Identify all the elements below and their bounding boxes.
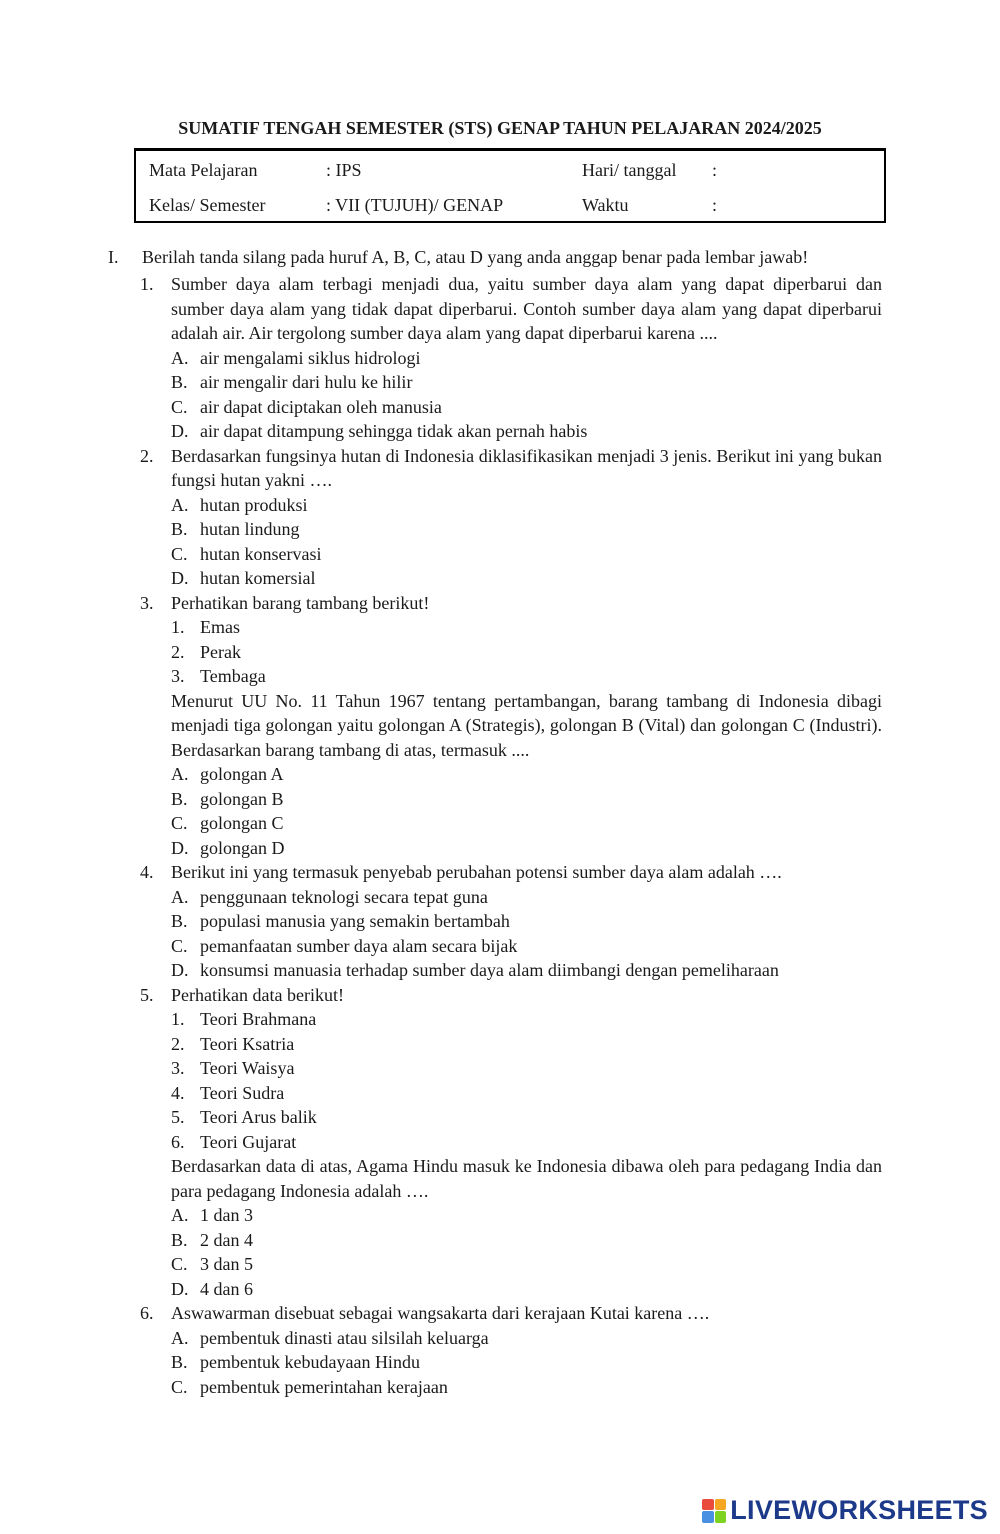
question-number: 1. xyxy=(140,274,154,294)
question-number: 4. xyxy=(140,862,154,882)
option-text: hutan lindung xyxy=(200,519,300,539)
answer-option-b[interactable] xyxy=(171,1228,882,1253)
list-item-text: Tembaga xyxy=(200,666,266,686)
option-text: hutan komersial xyxy=(200,568,316,588)
option-letter: B. xyxy=(171,1352,188,1372)
option-text: konsumsi manuasia terhadap sumber daya alam diimbangi dengan pemeliharaan xyxy=(200,960,779,980)
option-text: 1 dan 3 xyxy=(200,1205,253,1225)
option-text: air dapat diciptakan oleh manusia xyxy=(200,396,442,417)
answer-option-b[interactable] xyxy=(171,517,882,542)
class-value: : VII (TUJUH)/ GENAP xyxy=(326,195,504,215)
list-item-number: 3. xyxy=(171,666,185,686)
question-4 xyxy=(140,860,882,983)
question-context-text: Berdasarkan data di atas, Agama Hindu masuk ke Indonesia dibawa oleh para pedagang India dan para pedagang Indonesia adalah …. xyxy=(171,1156,882,1201)
subject-value: : IPS xyxy=(326,160,362,180)
question-list-item xyxy=(171,1105,882,1130)
logo-square xyxy=(702,1499,714,1511)
option-text: populasi manusia yang semakin bertambah xyxy=(200,911,510,931)
question-2 xyxy=(140,444,882,591)
option-letter: C. xyxy=(171,396,188,417)
answer-option-c[interactable] xyxy=(171,542,882,567)
section-instruction-text: Berilah tanda silang pada huruf A, B, C, atau D yang anda anggap benar pada lembar jawab! xyxy=(142,247,809,267)
option-text: 4 dan 6 xyxy=(200,1278,253,1299)
option-text: air mengalir dari hulu ke hilir xyxy=(200,372,413,392)
question-text: Berikut ini yang termasuk penyebab perubahan potensi sumber daya alam adalah …. xyxy=(171,862,782,882)
question-list-item xyxy=(171,640,882,665)
option-text: air dapat ditampung sehingga tidak akan pernah habis xyxy=(200,421,588,441)
option-letter: C. xyxy=(171,813,188,833)
liveworksheets-logo-icon xyxy=(702,1499,726,1523)
answer-option-c[interactable] xyxy=(171,395,882,420)
question-list-item xyxy=(171,664,882,689)
list-item-number: 6. xyxy=(171,1131,185,1152)
option-text: hutan produksi xyxy=(200,494,308,515)
option-letter: D. xyxy=(171,960,189,980)
option-letter: A. xyxy=(171,1327,189,1348)
list-item-number: 3. xyxy=(171,1058,185,1078)
answer-option-d[interactable] xyxy=(171,419,882,444)
question-text: Perhatikan barang tambang berikut! xyxy=(171,592,430,613)
liveworksheets-brand xyxy=(702,1495,988,1526)
option-text: 2 dan 4 xyxy=(200,1229,253,1250)
question-context-text: Menurut UU No. 11 Tahun 1967 tentang pertambangan, barang tambang di Indonesia dibagi menjadi tiga golongan yaitu golongan A (Strategis), golongan B (Vital) dan golongan C (Industri). Berdasarkan barang tambang di atas, termasuk .... xyxy=(171,690,882,760)
list-item-text: Teori Brahmana xyxy=(200,1009,317,1029)
question-1 xyxy=(140,272,882,444)
answer-option-d[interactable] xyxy=(171,958,882,983)
question-number: 3. xyxy=(140,592,154,613)
answer-option-a[interactable] xyxy=(171,885,882,910)
option-text: hutan konservasi xyxy=(200,543,322,564)
day-label: Hari/ tanggal xyxy=(582,160,677,180)
day-value: : xyxy=(712,160,718,180)
option-text: pembentuk pemerintahan kerajaan xyxy=(200,1376,448,1397)
answer-option-c[interactable] xyxy=(171,1375,882,1400)
logo-square xyxy=(715,1499,727,1511)
option-letter: C. xyxy=(171,1254,188,1274)
answer-option-d[interactable] xyxy=(171,566,882,591)
answer-option-d[interactable] xyxy=(171,836,882,861)
option-text: pembentuk kebudayaan Hindu xyxy=(200,1352,420,1372)
question-list-item xyxy=(171,1007,882,1032)
question-list-item xyxy=(171,1081,882,1106)
option-text: penggunaan teknologi secara tepat guna xyxy=(200,886,488,907)
list-item-number: 1. xyxy=(171,1009,185,1029)
option-letter: A. xyxy=(171,494,189,515)
option-letter: B. xyxy=(171,911,188,931)
option-text: air mengalami siklus hidrologi xyxy=(200,347,421,368)
option-letter: B. xyxy=(171,519,188,539)
option-text: golongan C xyxy=(200,813,284,833)
list-item-text: Teori Sudra xyxy=(200,1082,285,1103)
answer-option-b[interactable] xyxy=(171,909,882,934)
answer-option-b[interactable] xyxy=(171,370,882,395)
list-item-number: 2. xyxy=(171,641,185,662)
list-item-number: 5. xyxy=(171,1107,185,1127)
time-value: : xyxy=(712,195,718,215)
answer-option-a[interactable] xyxy=(171,346,882,371)
question-list xyxy=(140,272,882,1399)
option-text: pembentuk dinasti atau silsilah keluarga xyxy=(200,1327,489,1348)
list-item-text: Teori Arus balik xyxy=(200,1107,317,1127)
option-letter: D. xyxy=(171,568,189,588)
question-text: Perhatikan data berikut! xyxy=(171,984,344,1005)
question-number: 5. xyxy=(140,984,154,1005)
question-3 xyxy=(140,591,882,861)
list-item-text: Teori Gujarat xyxy=(200,1131,297,1152)
question-number: 2. xyxy=(140,445,154,466)
option-text: 3 dan 5 xyxy=(200,1254,253,1274)
question-number: 6. xyxy=(140,1303,154,1323)
logo-square xyxy=(715,1511,727,1523)
brand-name: LIVEWORKSHEETS xyxy=(730,1495,988,1525)
option-text: pemanfaatan sumber daya alam secara bijak xyxy=(200,935,518,956)
exam-info-box xyxy=(134,148,886,223)
option-letter: A. xyxy=(171,347,189,368)
option-letter: B. xyxy=(171,372,188,392)
question-5 xyxy=(140,983,882,1302)
answer-option-c[interactable] xyxy=(171,811,882,836)
option-letter: D. xyxy=(171,837,189,858)
logo-square xyxy=(702,1511,714,1523)
option-letter: D. xyxy=(171,421,189,441)
question-6 xyxy=(140,1301,882,1399)
list-item-text: Emas xyxy=(200,617,240,637)
list-item-text: Perak xyxy=(200,641,241,662)
question-list-item xyxy=(171,1032,882,1057)
option-letter: C. xyxy=(171,543,188,564)
option-letter: B. xyxy=(171,788,188,809)
list-item-number: 2. xyxy=(171,1033,185,1054)
answer-option-d[interactable] xyxy=(171,1277,882,1302)
exam-title: SUMATIF TENGAH SEMESTER (STS) GENAP TAHUN PELAJARAN 2024/2025 xyxy=(178,118,822,138)
question-text: Berdasarkan fungsinya hutan di Indonesia diklasifikasikan menjadi 3 jenis. Berikut ini yang bukan fungsi hutan yakni …. xyxy=(171,445,882,490)
answer-option-c[interactable] xyxy=(171,1252,882,1277)
question-list-item xyxy=(171,1056,882,1081)
list-item-text: Teori Ksatria xyxy=(200,1033,295,1054)
option-letter: C. xyxy=(171,1376,188,1397)
answer-option-a[interactable] xyxy=(171,1326,882,1351)
option-letter: B. xyxy=(171,1229,188,1250)
list-item-number: 1. xyxy=(171,617,185,637)
section-number: I. xyxy=(108,247,119,267)
list-item-text: Teori Waisya xyxy=(200,1058,295,1078)
answer-option-c[interactable] xyxy=(171,934,882,959)
option-text: golongan B xyxy=(200,788,284,809)
time-label: Waktu xyxy=(582,195,629,215)
answer-option-a[interactable] xyxy=(171,1203,882,1228)
question-list-item xyxy=(171,615,882,640)
option-letter: C. xyxy=(171,935,188,956)
class-label: Kelas/ Semester xyxy=(149,195,266,215)
answer-option-b[interactable] xyxy=(171,1350,882,1375)
option-letter: A. xyxy=(171,764,189,784)
question-text: Aswawarman disebuat sebagai wangsakarta dari kerajaan Kutai karena …. xyxy=(171,1303,710,1323)
option-text: golongan A xyxy=(200,764,284,784)
question-text: Sumber daya alam terbagi menjadi dua, yaitu sumber daya alam yang dapat diperbarui dan sumber daya alam yang tidak dapat diperbarui. Contoh sumber daya alam yang dapat diperbarui adalah air. Air tergolong sumber daya alam yang dapat diperbarui karena .... xyxy=(171,274,882,343)
list-item-number: 4. xyxy=(171,1082,185,1103)
option-letter: D. xyxy=(171,1278,189,1299)
answer-option-b[interactable] xyxy=(171,787,882,812)
option-letter: A. xyxy=(171,886,189,907)
option-letter: A. xyxy=(171,1205,189,1225)
option-text: golongan D xyxy=(200,837,285,858)
subject-label: Mata Pelajaran xyxy=(149,160,258,180)
answer-option-a[interactable] xyxy=(171,762,882,787)
answer-option-a[interactable] xyxy=(171,493,882,518)
question-list-item xyxy=(171,1130,882,1155)
